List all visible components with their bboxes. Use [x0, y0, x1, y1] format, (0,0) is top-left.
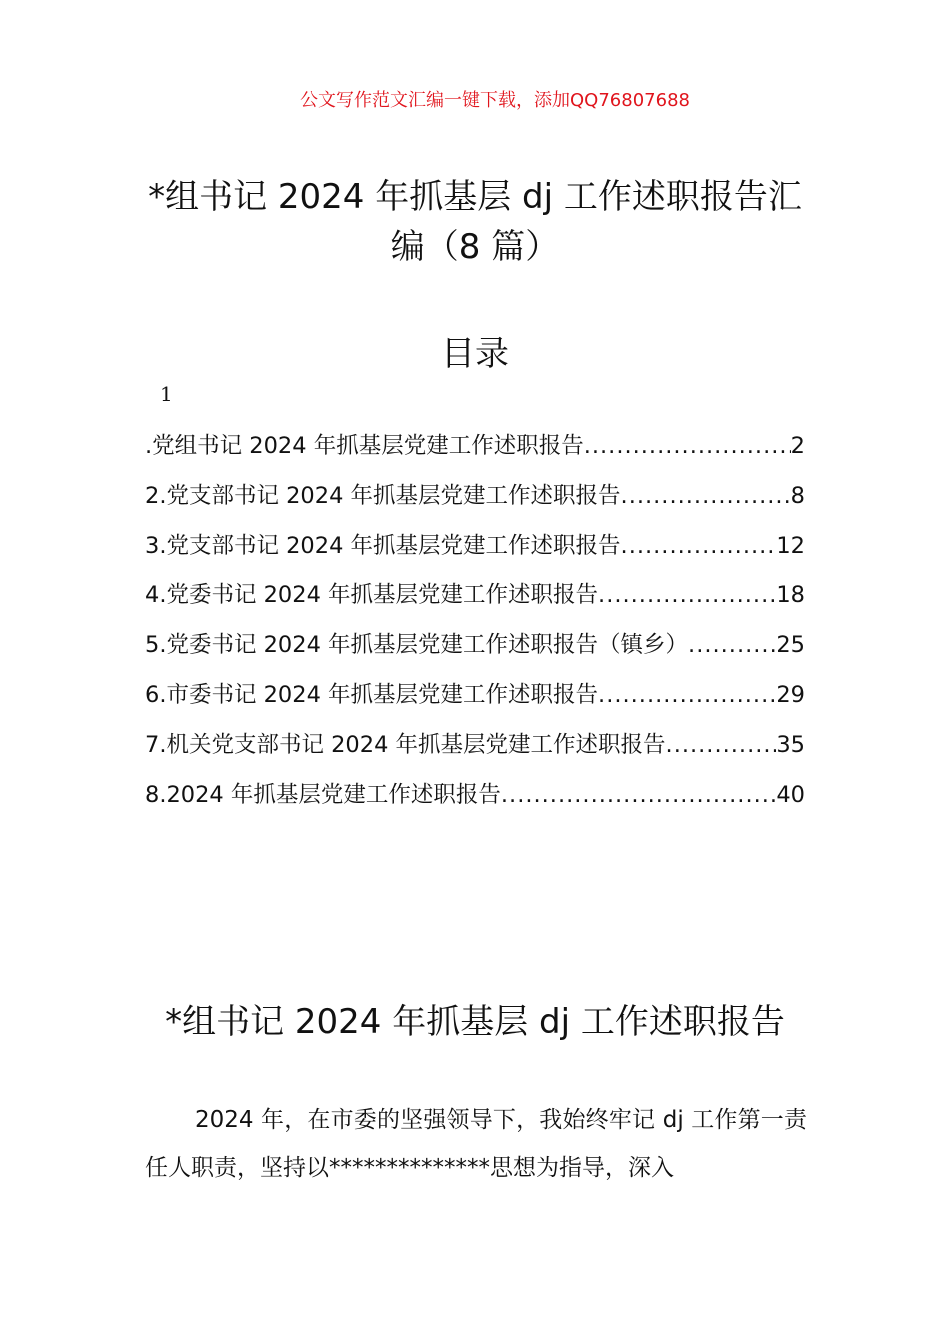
- toc-stray-number: 1: [160, 382, 173, 406]
- body-paragraph: 2024 年，在市委的坚强领导下，我始终牢记 dj 工作第一责任人职责，坚持以**************思想为指导，深入: [145, 1107, 807, 1181]
- toc-entry-page: 35: [776, 731, 805, 758]
- dot-leader: [621, 533, 777, 559]
- toc-entry-title: 7.机关党支部书记 2024 年抓基层党建工作述职报告: [145, 731, 666, 758]
- toc-entry[interactable]: [145, 528, 805, 578]
- toc-entry[interactable]: [145, 428, 805, 478]
- download-banner: 公文写作范文汇编一键下载，添加QQ76807688: [300, 90, 690, 111]
- toc-entry-page: 40: [776, 781, 805, 808]
- toc-entry[interactable]: [145, 777, 805, 827]
- toc-entry-title: .党组书记 2024 年抓基层党建工作述职报告: [145, 433, 584, 459]
- toc-entry[interactable]: [145, 577, 805, 627]
- dot-leader: [598, 682, 776, 708]
- toc-entry-title: 8.2024 年抓基层党建工作述职报告: [145, 781, 501, 808]
- toc-entry-page: 29: [776, 681, 805, 708]
- section-title: *组书记 2024 年抓基层 dj 工作述职报告: [165, 1002, 785, 1042]
- dot-leader: [666, 732, 777, 758]
- toc-entry-title: 6.市委书记 2024 年抓基层党建工作述职报告: [145, 681, 599, 708]
- toc-heading: 目录: [441, 334, 509, 374]
- toc-entry[interactable]: [145, 727, 805, 777]
- dot-leader: [598, 582, 776, 608]
- toc-entry-title: 5.党委书记 2024 年抓基层党建工作述职报告（镇乡）: [145, 632, 689, 659]
- toc-entry-title: 3.党支部书记 2024 年抓基层党建工作述职报告: [145, 532, 621, 559]
- dot-leader: [584, 433, 791, 459]
- toc-entry-page: 2: [790, 433, 805, 459]
- toc-entry-title: 2.党支部书记 2024 年抓基层党建工作述职报告: [145, 482, 621, 509]
- toc-entry-page: 12: [776, 532, 805, 559]
- dot-leader: [501, 782, 776, 808]
- toc-entry-title: 4.党委书记 2024 年抓基层党建工作述职报告: [145, 582, 599, 609]
- toc-entry[interactable]: [145, 627, 805, 677]
- toc-entry[interactable]: [145, 677, 805, 727]
- document-title: *组书记 2024 年抓基层 dj 工作述职报告汇编（8 篇）: [148, 177, 802, 267]
- toc-entry-page: 25: [776, 632, 805, 659]
- dot-leader: [688, 632, 776, 658]
- toc-entry-page: 8: [790, 482, 805, 509]
- toc-entry[interactable]: [145, 478, 805, 528]
- table-of-contents: [145, 428, 805, 826]
- dot-leader: [621, 483, 791, 509]
- toc-entry-page: 18: [776, 582, 805, 609]
